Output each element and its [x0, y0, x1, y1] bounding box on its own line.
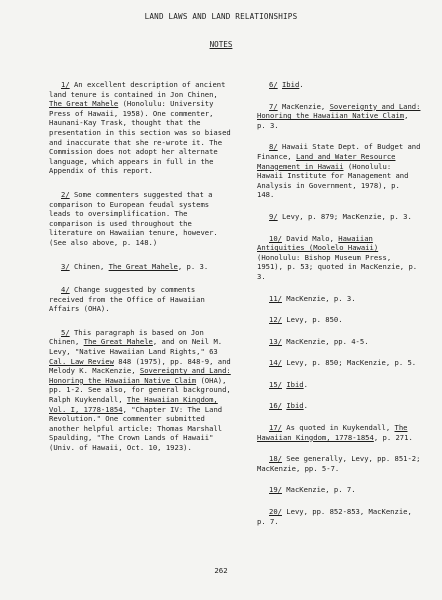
footnote — [257, 315, 421, 325]
footnote-number: 11/ — [269, 293, 282, 303]
footnote — [49, 285, 233, 314]
footnote-text: Levy, p. 850; MacKenzie, p. 5. — [281, 358, 417, 368]
footnote-text: Chinen, — [69, 261, 109, 271]
footnote-title-text: The Great Mahele — [108, 261, 178, 271]
notes-title: NOTES — [209, 40, 233, 49]
footnote-number: 3/ — [61, 261, 70, 271]
footnote-number: 9/ — [269, 211, 278, 221]
footnote — [257, 142, 421, 200]
footnote-number: 18/ — [269, 454, 282, 464]
footnote — [257, 294, 421, 304]
footnote-text: . — [303, 379, 308, 389]
footnote-text: , and on Neil M. Levy, "Native Hawaiian Land Rights," 63 — [49, 337, 223, 357]
footnote — [257, 234, 421, 282]
footnote-text: , "Chapter IV: The Land Revolution." One commenter submitted another helpful article: Thomas Marshall Spaulding, "The Crown Lands of Hawaii" (Univ. of Hawaii, Oct. 10, 1923). — [49, 404, 223, 452]
footnote-title-text: The Great Mahele — [49, 99, 119, 109]
footnote-number: 10/ — [269, 233, 282, 243]
footnote-text: , p. 271. — [373, 432, 413, 442]
footnote — [49, 262, 233, 272]
footnote-text: MacKenzie, p. 3. — [281, 293, 356, 303]
footnote-number: 2/ — [61, 189, 70, 199]
page-number: 262 — [214, 566, 228, 575]
footnote-text: (OHA), pp. 1-2. See also, for general background, Ralph Kuykendall, — [49, 375, 231, 405]
footnote-text: As quoted in Kuykendall, — [281, 423, 395, 433]
footnote-number: 8/ — [269, 142, 278, 152]
notes-column-left — [49, 80, 233, 467]
footnote-text: , p. 3. — [257, 111, 409, 130]
footnote-text: (Honolulu: Hawaii Institute for Management and Analysis in Government, 1978), p. 148. — [257, 161, 409, 200]
footnote-number: 17/ — [269, 423, 282, 433]
footnote — [257, 423, 421, 442]
footnote — [49, 80, 233, 176]
footnote-text: See generally, Levy, pp. 851-2; MacKenzie, pp. 5-7. — [257, 454, 421, 473]
footnote-title-text: The Hawaiian Kingdom, 1778-1854 — [257, 423, 408, 442]
footnote — [257, 80, 421, 90]
footnote — [257, 212, 421, 222]
footnote-number: 14/ — [269, 358, 282, 368]
footnote-text: . — [299, 80, 304, 89]
footnote — [257, 401, 421, 411]
footnote-title-text: Land and Water Resource Management in Hawaii — [257, 151, 396, 171]
footnote — [49, 328, 233, 453]
footnote-text: . — [303, 401, 308, 411]
running-header: LAND LAWS AND LAND RELATIONSHIPS — [144, 12, 298, 21]
footnote — [257, 507, 421, 526]
footnote-number: 13/ — [269, 336, 282, 346]
footnote-text: This paragraph is based on Jon Chinen, — [49, 327, 204, 347]
footnote-text: MacKenzie, pp. 4-5. — [281, 336, 369, 346]
notes-column-right — [257, 80, 421, 538]
footnote-title-text: Ibid — [281, 80, 300, 89]
footnote-text: Levy, pp. 852-853, MacKenzie, p. 7. — [257, 507, 412, 526]
footnote-title-text: Cal. Law Review — [49, 356, 114, 366]
footnote-text: (Honolulu: Bishop Museum Press, 1951), p. 53; quoted in MacKenzie, p. 3. — [257, 252, 418, 281]
footnote — [257, 102, 421, 131]
footnote-number: 1/ — [61, 80, 70, 89]
footnote-title-text: Ibid — [286, 401, 304, 411]
footnote-title-text: Sovereignty and Land: Honoring the Hawaiian Native Claim — [257, 101, 421, 121]
footnote-title-text: The Hawaiian Kingdom, Vol. I, 1778-1854 — [49, 395, 218, 414]
footnote-number: 4/ — [61, 285, 70, 295]
footnote-number: 16/ — [269, 401, 282, 411]
footnote-title-text: Sovereignty and Land: Honoring the Hawaiian Native Claim — [49, 366, 231, 385]
footnote-text: MacKenzie, — [277, 101, 330, 111]
footnote-number: 15/ — [269, 379, 282, 389]
footnote-text: (Honolulu: University Press of Hawaii, 1958). One commenter, Haunani-Kay Trask, thought that the presentation in this section was so biased and inaccurate that she re-wrote it. The Commission does not adopt her alternate language, which appears in full in the Appendix of this report. — [49, 99, 231, 176]
footnote-text: 848 (1975), pp. 848-9, and Melody K. MacKenzie, — [49, 356, 231, 376]
footnote-number: 12/ — [269, 315, 282, 325]
footnote-text: Change suggested by comments received from the Office of Hawaiian Affairs (OHA). — [49, 285, 205, 314]
footnote-title-text: Ibid — [286, 379, 304, 389]
footnote-number: 5/ — [61, 327, 70, 337]
footnote — [257, 358, 421, 368]
footnote-number: 19/ — [269, 485, 282, 495]
footnote-number: 6/ — [269, 80, 278, 89]
footnote-number: 20/ — [269, 507, 282, 517]
footnote — [49, 190, 233, 248]
footnote-title-text: Hawaiian Antiquities (Moolelo Hawaii) — [257, 233, 379, 253]
footnote-text: David Malo, — [281, 233, 339, 243]
footnote-text: Levy, p. 850. — [281, 315, 343, 325]
footnote — [257, 485, 421, 495]
footnote-text: MacKenzie, p. 7. — [281, 485, 356, 495]
footnote-text: An excellent description of ancient land tenure is contained in Jon Chinen, — [49, 80, 226, 99]
footnote-text: , p. 3. — [177, 261, 209, 271]
footnote — [257, 454, 421, 473]
footnote-text: Some commenters suggested that a comparison to European feudal systems leads to oversimplification. The comparison is used throughout the literature on Hawaiian tenure, however. (See also above, p. 148.) — [49, 189, 218, 247]
footnote — [257, 380, 421, 390]
footnote-text: Hawaii State Dept. of Budget and Finance, — [257, 142, 421, 161]
footnote — [257, 337, 421, 347]
footnote-number: 7/ — [269, 101, 278, 111]
footnote-title-text: The Great Mahele — [83, 337, 153, 347]
footnote-text: Levy, p. 879; MacKenzie, p. 3. — [277, 211, 412, 221]
